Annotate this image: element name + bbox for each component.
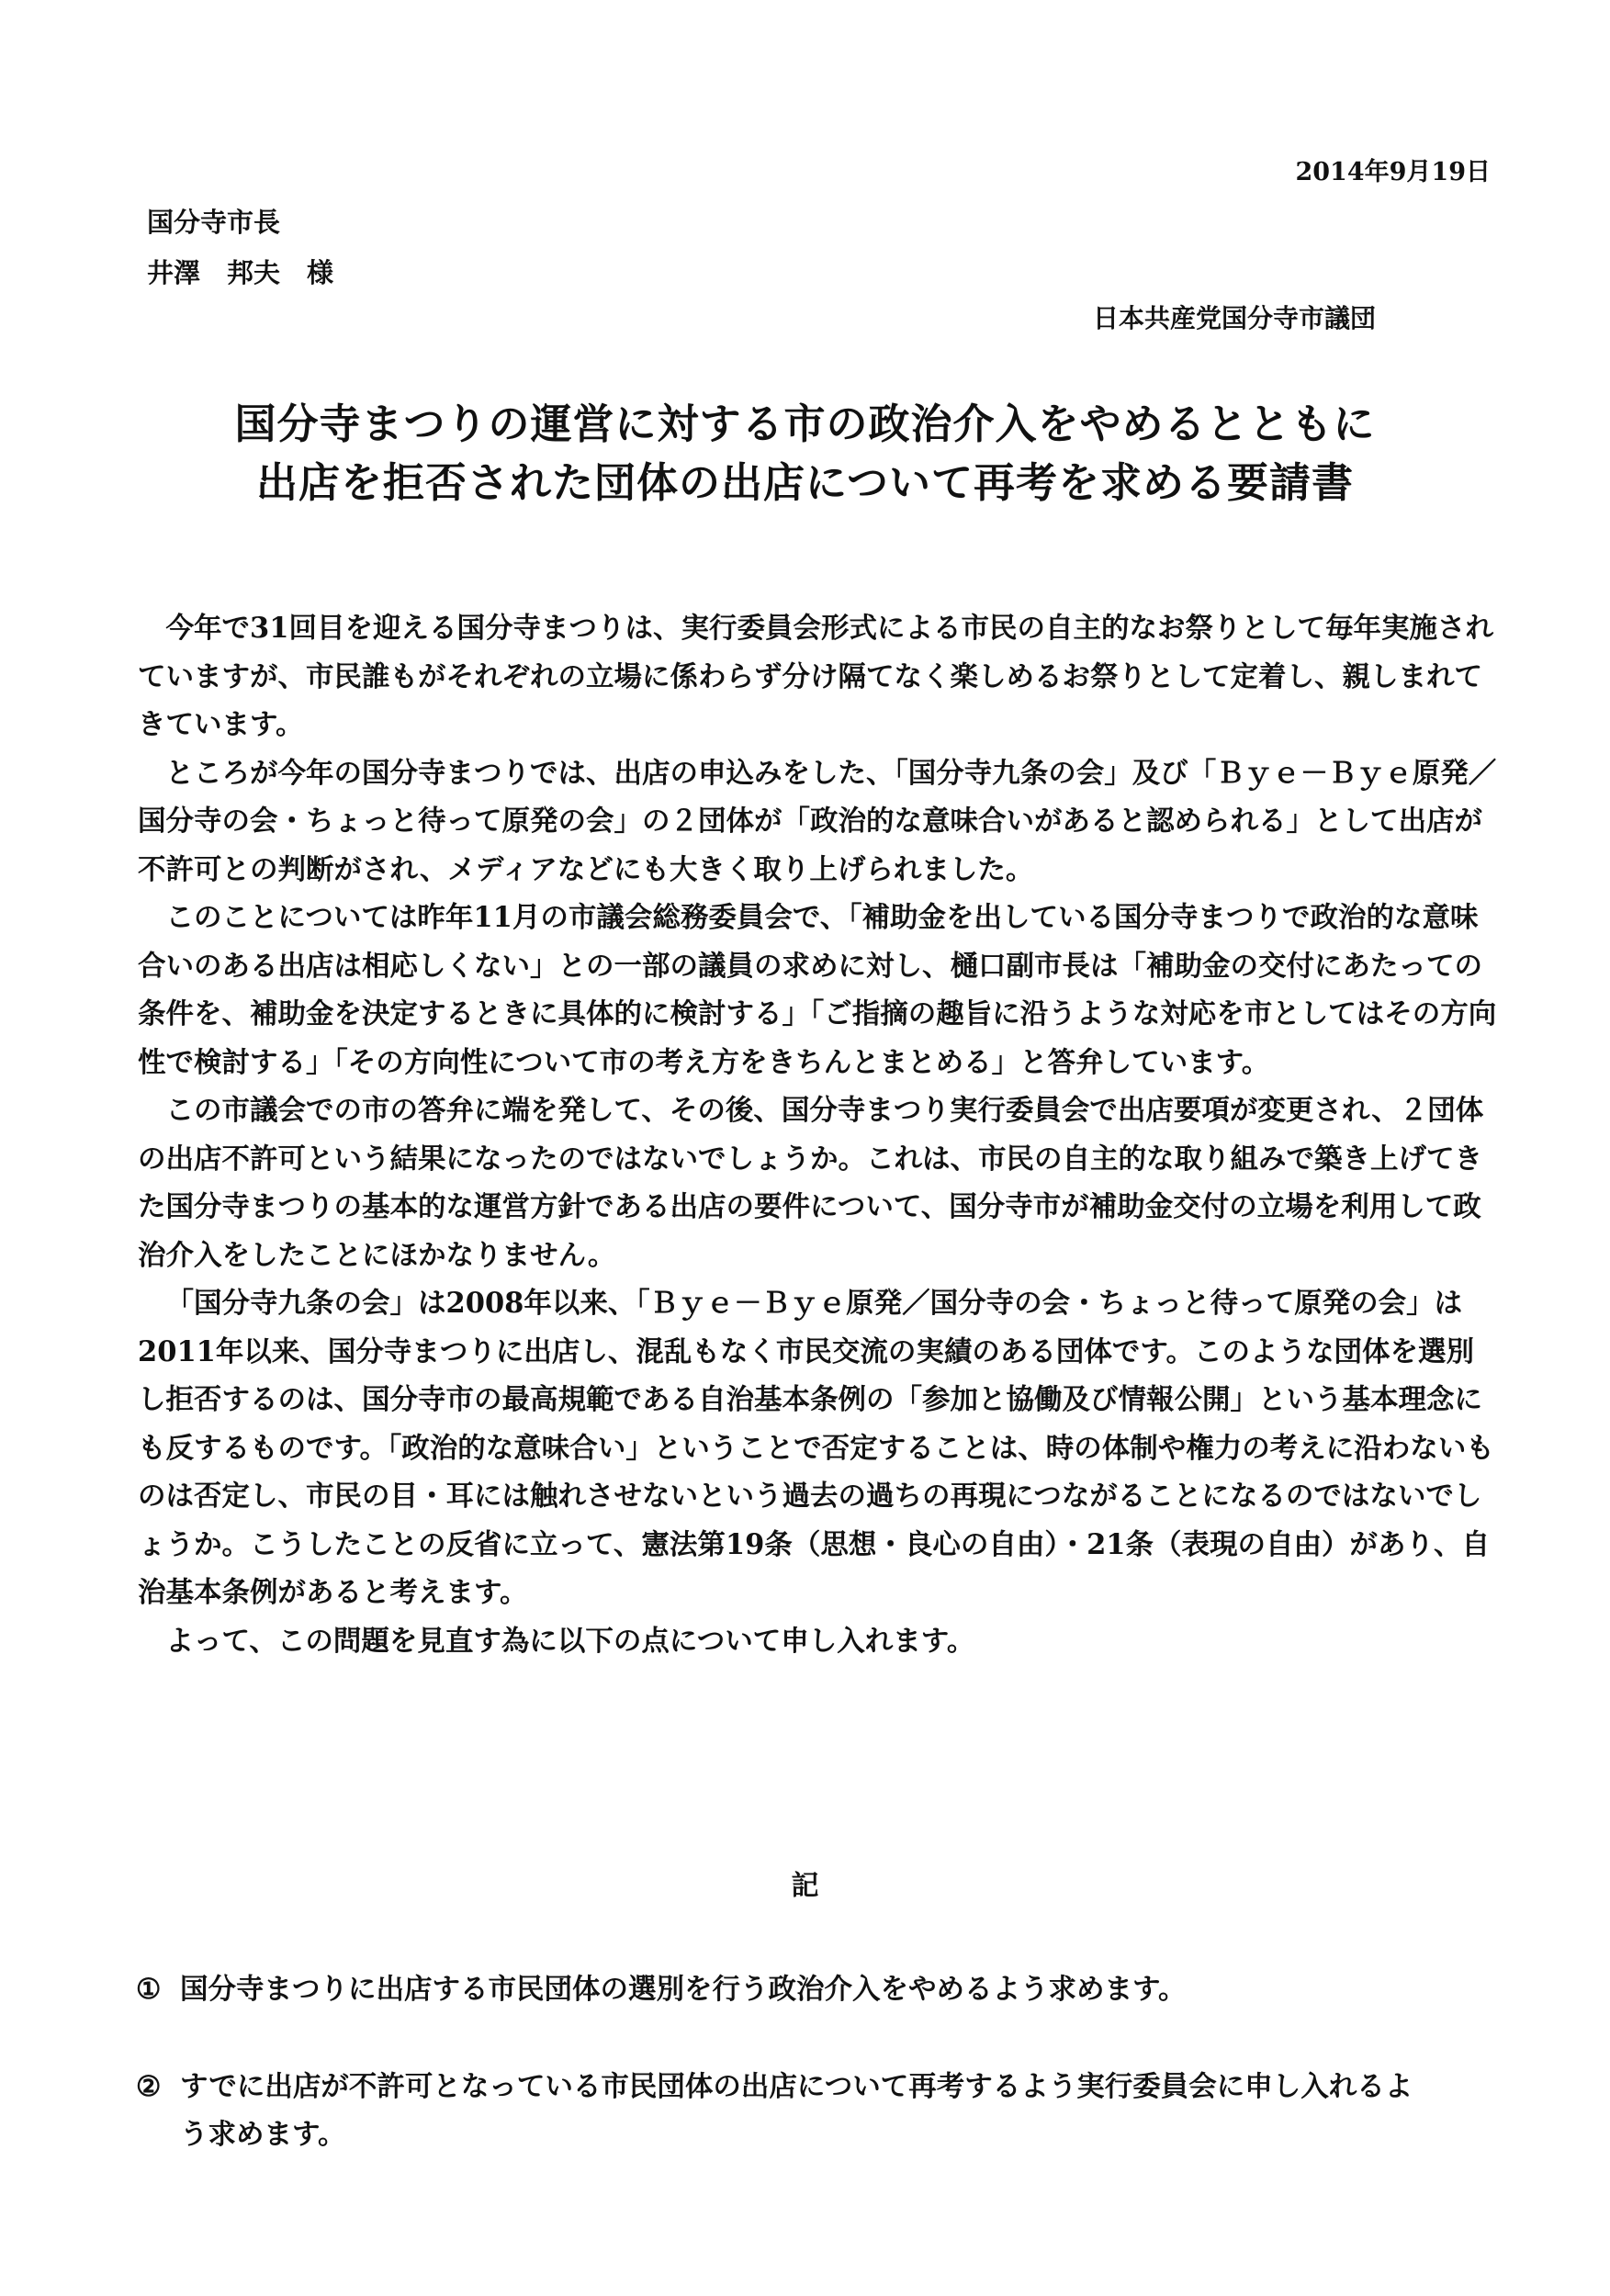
recipient-name: 井澤 邦夫 様 [147, 257, 334, 288]
document-title-line-2: 出店を拒否された団体の出店について再考を求める要請書 [255, 458, 1355, 507]
document-date: 2014年9月19日 [1295, 158, 1491, 186]
request-number: ② [136, 2070, 162, 2103]
sender-name: 日本共産党国分寺市議団 [1092, 303, 1376, 333]
request-item [136, 1965, 1422, 2013]
request-text: すでに出店が不許可となっている市民団体の出店について再考するよう実行委員会に申し入れるよう求めます。 [180, 2070, 1413, 2151]
request-item [136, 2063, 1422, 2158]
document-title [0, 395, 1610, 512]
request-text: 国分寺まつりに出店する市民団体の選別を行う政治介入をやめるよう求めます。 [180, 1973, 1187, 2006]
body-paragraph: このことについては昨年11月の市議会総務委員会で、「補助金を出している国分寺まつりで政治的な意味合いのある出店は相応しくない」との一部の議員の求めに対し、樋口副市長は「補助金の交付にあたっての条件を、補助金を決定するときに具体的に検討する」「ご指摘の趣旨に沿うような対応を市としてはその方向性で検討する」「その方向性について市の考え方をきちんとまとめる」と答弁しています。 [138, 901, 1497, 1079]
body-paragraph: 今年で31回目を迎える国分寺まつりは、実行委員会形式による市民の自主的なお祭りとして毎年実施されていますが、市民誰もがそれぞれの立場に係わらず分け隔てなく楽しめるお祭りとして定着し、親しまれてきています。 [138, 612, 1493, 741]
request-number: ① [136, 1973, 162, 2006]
request-list [136, 1965, 1422, 2208]
ki-heading: 記 [791, 1870, 819, 1902]
body-paragraph: ところが今年の国分寺まつりでは、出店の申込みをした、「国分寺九条の会」及び「Ｂｙｅ－Ｂｙｅ原発／国分寺の会・ちょっと待って原発の会」の２団体が「政治的な意味合いがあると認められる」として出店が不許可との判断がされ、メディアなどにも大きく取り上げられました。 [138, 756, 1497, 886]
document-title-line-1: 国分寺まつりの運営に対する市の政治介入をやめるとともに [234, 400, 1376, 448]
body-paragraph: よって、この問題を見直す為に以下の点について申し入れます。 [165, 1624, 975, 1658]
body-paragraph: 「国分寺九条の会」は2008年以来、「Ｂｙｅ－Ｂｙｅ原発／国分寺の会・ちょっと待って原発の会」は2011年以来、国分寺まつりに出店し、混乱もなく市民交流の実績のある団体です。このような団体を選別し拒否するのは、国分寺市の最高規範である自治基本条例の「参加と協働及び情報公開」という基本理念にも反するものです。「政治的な意味合い」ということで否定することは、時の体制や権力の考えに沿わないものは否定し、市民の目・耳には触れさせないという過去の過ちの再現につながることになるのではないでしょうか。こうしたことの反省に立って、憲法第19条（思想・良心の自由）・21条（表現の自由）があり、自治基本条例があると考えます。 [138, 1287, 1494, 1609]
recipient-title: 国分寺市長 [147, 207, 281, 238]
document-body [138, 604, 1497, 1665]
body-paragraph: この市議会での市の答弁に端を発して、その後、国分寺まつり実行委員会で出店要項が変更され、２団体の出店不許可という結果になったのではないでしょうか。これは、市民の自主的な取り組みで築き上げてきた国分寺まつりの基本的な運営方針である出店の要件について、国分寺市が補助金交付の立場を利用して政治介入をしたことにほかなりません。 [138, 1094, 1484, 1272]
recipient-block [147, 197, 333, 298]
